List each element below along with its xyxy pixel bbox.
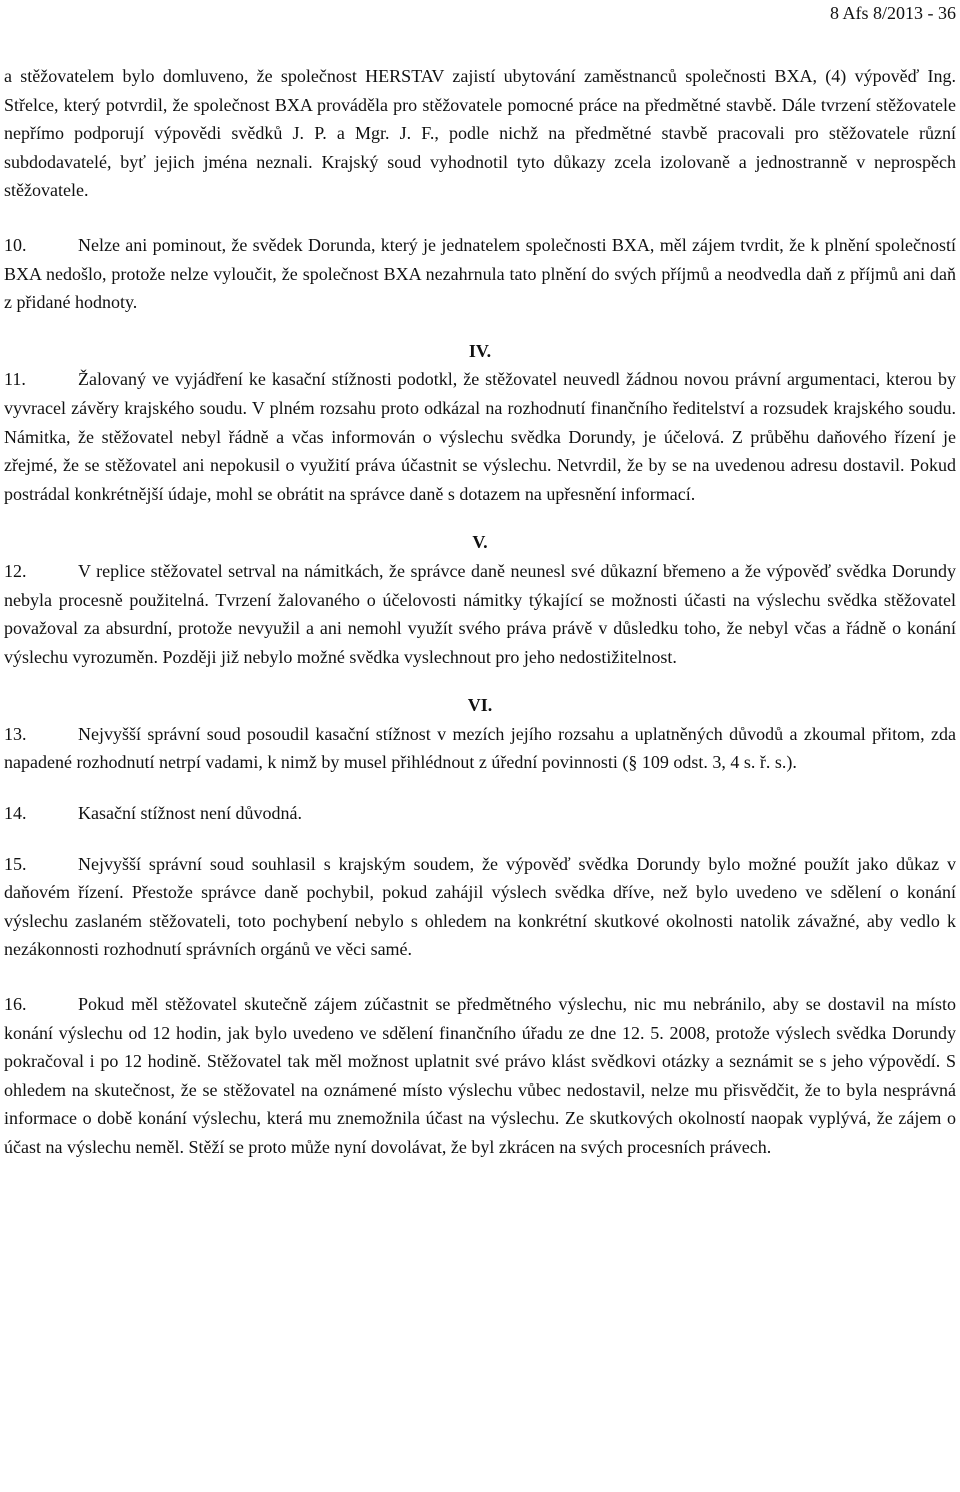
paragraph-number: 11. bbox=[4, 369, 26, 390]
paragraph-number: 14. bbox=[4, 803, 27, 824]
paragraph-text: Žalovaný ve vyjádření ke kasační stížnosti podotkl, že stěžovatel neuvedl žádnou novou právní argumentaci, kterou by vyvracel závěry krajského soudu. V plném rozsahu proto odkázal na rozhodnutí finančního ředitelství a rozsudek krajského soudu. Námitka, že stěžovatel nebyl řádně a včas informován o výslechu svědka Dorundy, je účelová. Z průběhu daňového řízení je zřejmé, že se stěžovatel ani nepokusil o využití práva účastnit se výslechu. Netvrdil, že by se na uvedenou adresu dostavil. Pokud postrádal konkrétnější údaje, mohl se obrátit na správce daně s dotazem na upřesnění informací. bbox=[4, 369, 956, 504]
paragraph-number: 15. bbox=[4, 853, 27, 874]
section-heading-v: V. bbox=[472, 532, 488, 553]
paragraph-text: Nelze ani pominout, že svědek Dorunda, který je jednatelem společnosti BXA, měl zájem tvrdit, že k plnění společností BXA nedošlo, protože nelze vyloučit, že společnost BXA nezahrnula tato plnění do svých příjmů a neodvedla daň z příjmů ani daň z přidané hodnoty. bbox=[4, 234, 956, 313]
paragraph-text: Pokud měl stěžovatel skutečně zájem zúčastnit se předmětného výslechu, nic mu nebránilo, aby se dostavil na místo konání výslechu od 12 hodin, jak bylo uvedeno ve sdělení finančního úřadu ze dne 12. 5. 2008, protože výslech svědka Dorundy pokračoval i po 12 hodině. Stěžovatel tak měl možnost uplatnit své právo klást svědkovi otázky a seznámit se s jeho výpovědí. S ohledem na skutečnost, že se stěžovatel na oznámené místo výslechu vůbec nedostavil, nelze mu přisvědčit, že to byla nesprávná informace o době konání výslechu, která mu znemožnila účast na výslechu. Ze skutkových okolností naopak vyplývá, že zájem o účast na výslechu neměl. Stěží se proto může nyní dovolávat, že byl zkrácen na svých procesních právech. bbox=[4, 994, 956, 1157]
paragraph-13 bbox=[4, 720, 956, 777]
paragraph-12 bbox=[4, 557, 956, 671]
paragraph-16 bbox=[4, 990, 956, 1162]
case-number-header: 8 Afs 8/2013 - 36 bbox=[830, 3, 956, 23]
paragraph-text: V replice stěžovatel setrval na námitkách, že správce daně neunesl své důkazní břemeno a že výpověď svědka Dorundy nebyla procesně použitelná. Tvrzení žalovaného o účelovosti námitky týkající se možnosti účasti na výslechu svědka stěžovatel považoval za absurdní, protože nevyužil a ani nemohl využít svého práva právě v důsledku toho, že nebyl včas a řádně o konání výslechu vyrozuměn. Později již nebylo možné svědka vyslechnout pro jeho nedostižitelnost. bbox=[4, 560, 956, 667]
paragraph-text: Kasační stížnost není důvodná. bbox=[78, 803, 302, 824]
paragraph-text: a stěžovatelem bylo domluveno, že společnost HERSTAV zajistí ubytování zaměstnanců společnosti BXA, (4) výpověď Ing. Střelce, který potvrdil, že společnost BXA prováděla pro stěžovatele pomocné práce na předmětné stavbě. Dále tvrzení stěžovatele nepřímo podporují výpovědi svědků J. P. a Mgr. J. F., podle nichž na předmětné stavbě pracovali pro stěžovatele různí subdodavatelé, byť jejich jména neznali. Krajský soud vyhodnotil tyto důkazy zcela izolovaně a jednostranně v neprospěch stěžovatele. bbox=[4, 66, 956, 201]
paragraph-number: 13. bbox=[4, 723, 27, 744]
paragraph-text: Nejvyšší správní soud posoudil kasační stížnost v mezích jejího rozsahu a uplatněných důvodů a zkoumal přitom, zda napadené rozhodnutí netrpí vadami, k nimž by musel přihlédnout z úřední povinnosti (§ 109 odst. 3, 4 s. ř. s.). bbox=[4, 723, 956, 773]
paragraph-10 bbox=[4, 231, 956, 317]
paragraph-15 bbox=[4, 850, 956, 964]
paragraph-14 bbox=[4, 799, 956, 828]
paragraph-9-continuation bbox=[4, 62, 956, 205]
paragraph-number: 12. bbox=[4, 560, 27, 581]
paragraph-number: 10. bbox=[4, 234, 27, 255]
paragraph-11 bbox=[4, 365, 956, 508]
document-body bbox=[4, 62, 956, 1162]
paragraph-text: Nejvyšší správní soud souhlasil s krajským soudem, že výpověď svědka Dorundy bylo možné použít jako důkaz v daňovém řízení. Přestože správce daně pochybil, pokud zahájil výslech svědka dříve, než bylo uvedeno ve sdělení o konání výslechu zaslaném stěžovateli, toto pochybení nebylo s ohledem na konkrétní skutkové okolnosti natolik závažné, aby vedlo k nezákonnosti rozhodnutí správních orgánů ve věci samé. bbox=[4, 853, 956, 960]
paragraph-number: 16. bbox=[4, 994, 27, 1015]
section-heading-iv: IV. bbox=[468, 340, 492, 361]
section-heading-vi: VI. bbox=[467, 695, 493, 716]
